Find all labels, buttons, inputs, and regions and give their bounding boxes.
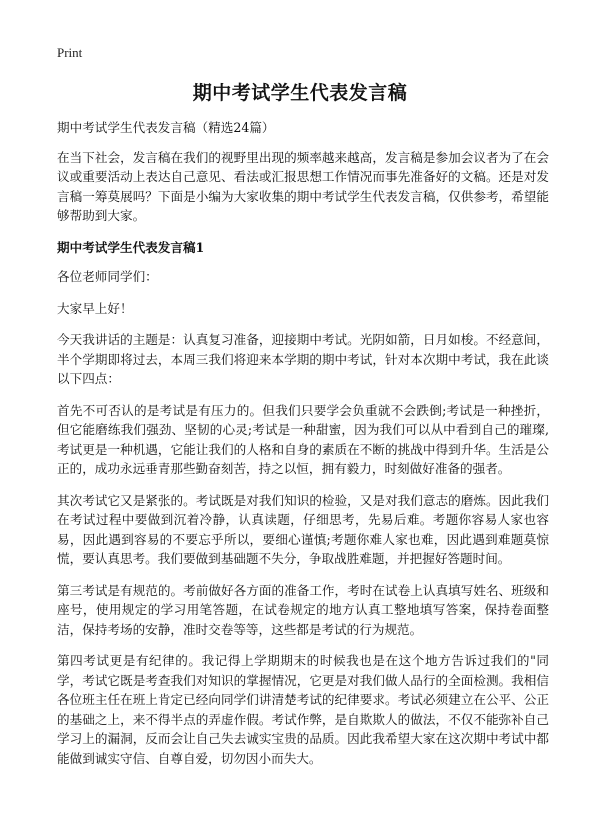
page-title: 期中考试学生代表发言稿 [192,82,408,104]
document-subtitle: 期中考试学生代表发言稿（精选24篇） [57,120,275,135]
body-paragraph: 首先不可否认的是考试是有压力的。但我们只要学会负重就不会跌倒;考试是一种挫折，但它能磨练我们强劲、坚韧的心灵;考试是一种甜蜜，因为我们可以从中看到自己的璀璨,考试更是一种机遇，它能让我们的人格和自身的素质在不断的挑战中得到升华。生活是公正的，成功永远垂青那些勤奋刻苦，持之以恒，拥有毅力，时刻做好准备的强者。 [57,402,549,476]
intro-paragraph: 在当下社会，发言稿在我们的视野里出现的频率越来越高，发言稿是参加会议者为了在会议或重要活动上表达自己意见、看法或汇报思想工作情况而事先准备好的文稿。还是对发言稿一筹莫展吗？下面是小编为大家收集的期中考试学生代表发言稿，仅供参考，希望能够帮助到大家。 [57,149,549,223]
body-paragraph: 第三考试是有规范的。考前做好各方面的准备工作，考时在试卷上认真填写姓名、班级和座号，使用规定的学习用笔答题，在试卷规定的地方认真工整地填写答案，保持卷面整洁，保持考场的安静，准时交卷等等，这些都是考试的行为规范。 [57,582,549,637]
document-body [57,118,549,780]
body-paragraph: 其次考试它又是紧张的。考试既是对我们知识的检验，又是对我们意志的磨炼。因此我们在考试过程中要做到沉着冷静，认真读题，仔细思考，先易后难。考题你容易人家也容易，因此遇到容易的不要忘乎所以，要细心谨慎;考题你难人家也难，因此遇到难题莫惊慌，要认真思考。我们要做到基础题不失分，争取战胜难题，并把握好答题时间。 [57,492,549,566]
greeting-paragraph: 各位老师同学们： [57,269,158,284]
body-paragraph: 第四考试更是有纪律的。我记得上学期期末的时候我也是在这个地方告诉过我们的"同学，考试它既是考查我们对知识的掌握情况，它更是对我们做人品行的全面检测。我相信各位班主任在班上肯定已经向同学们讲清楚考试的纪律要求。考试必须建立在公平、公正的基础之上，来不得半点的弄虚作假。考试作弊，是自欺欺人的做法，不仅不能弥补自己学习上的漏洞，反而会让自己失去诚实宝贵的品质。因此我希望大家在这次期中考试中都能做到诚实守信、自尊自爱，切勿因小而失大。 [57,653,549,766]
body-paragraph: 今天我讲话的主题是：认真复习准备，迎接期中考试。光阴如箭，日月如梭。不经意间，半个学期即将过去，本周三我们将迎来本学期的期中考试，针对本次期中考试，我在此谈以下四点： [57,332,549,386]
morning-paragraph: 大家早上好！ [57,300,133,316]
section-heading: 期中考试学生代表发言稿1 [57,239,205,255]
print-link[interactable]: Print [57,45,83,60]
